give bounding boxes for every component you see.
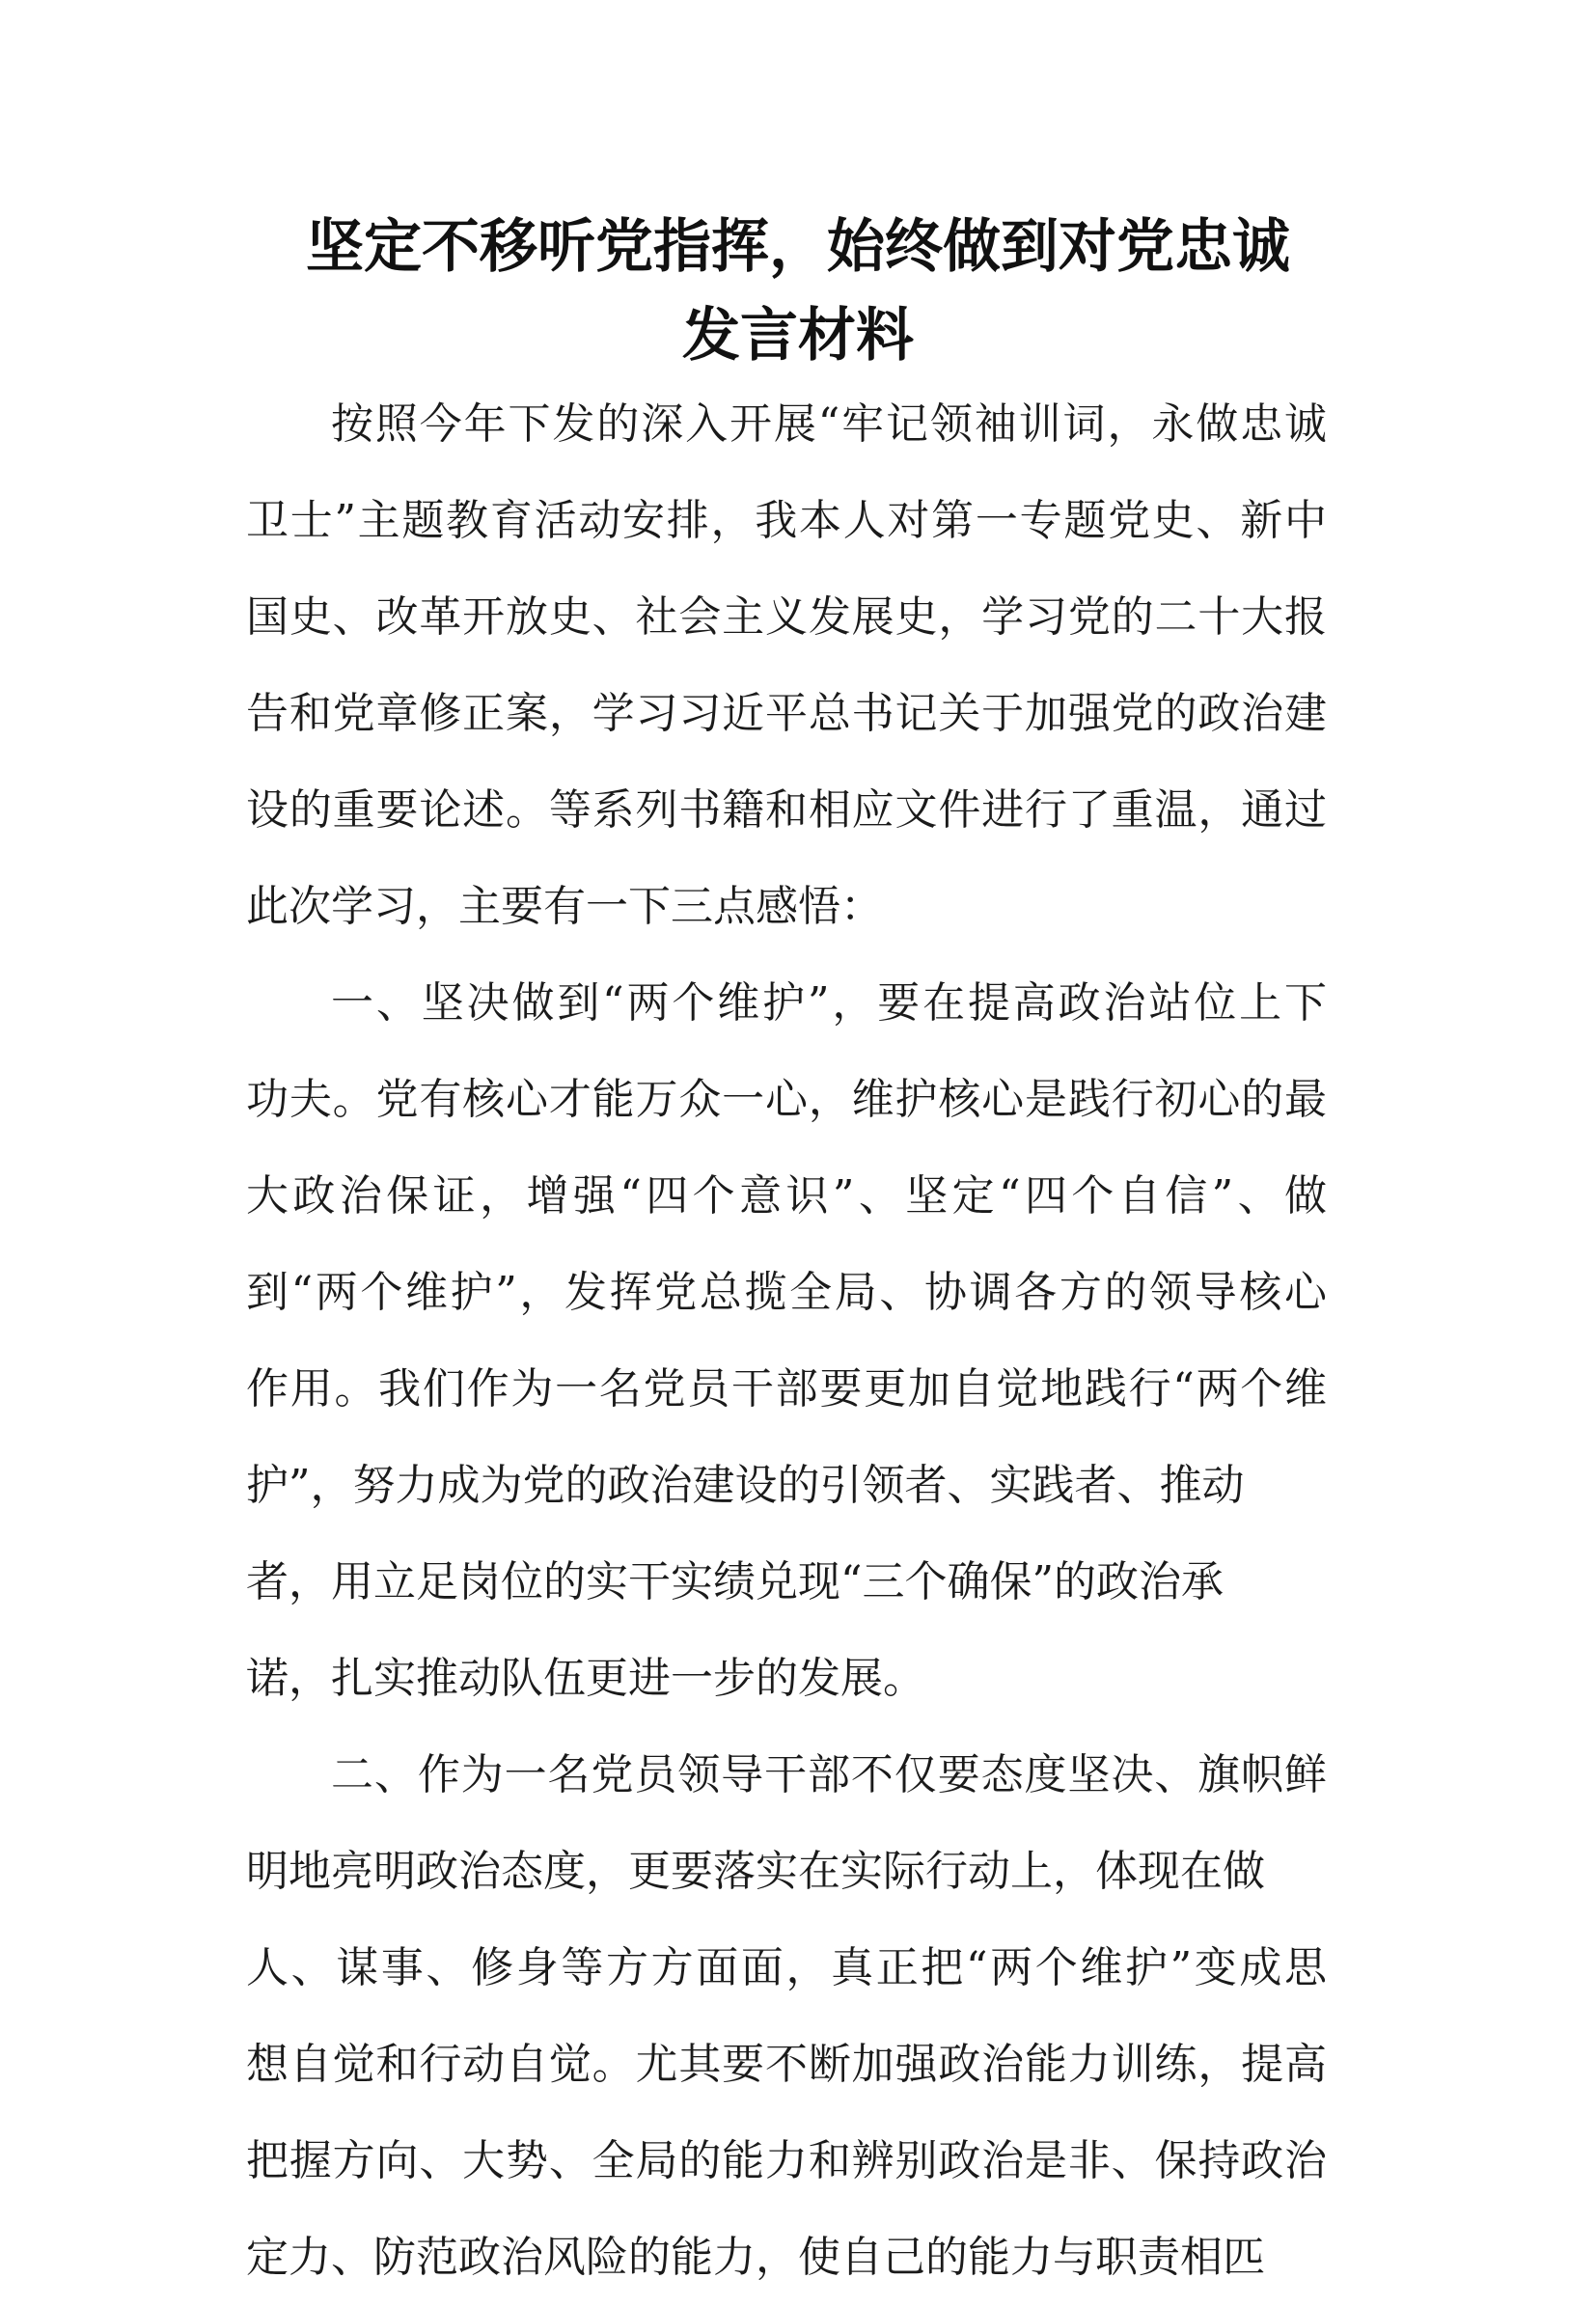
text-line: 护”，努力成为党的政治建设的引领者、实践者、推动 <box>246 1461 1245 1510</box>
text-line: 作用。我们作为一名党员干部要更加自觉地践行“两个维 <box>246 1364 1327 1414</box>
text-line: 者，用立足岗位的实干实绩兑现“三个确保”的政治承 <box>246 1557 1224 1606</box>
document-title: 坚定不移听党指挥，始终做到对党忠诚 <box>306 213 1290 281</box>
text-line: 想自觉和行动自觉。尤其要不断加强政治能力训练，提高 <box>246 2040 1327 2089</box>
paragraph-point-one <box>246 955 1327 1727</box>
paragraph-intro <box>246 376 1327 955</box>
text-line: 设的重要论述。等系列书籍和相应文件进行了重温，通过 <box>246 785 1327 835</box>
text-line: 诺，扎实推动队伍更进一步的发展。 <box>246 1654 925 1703</box>
text-line: 定力、防范政治风险的能力，使自己的能力与职责相匹 <box>246 2233 1265 2282</box>
text-line: 按照今年下发的深入开展“牢记领袖训词，永做忠诚 <box>331 399 1327 449</box>
text-line: 二、作为一名党员领导干部不仅要态度坚决、旗帜鲜 <box>331 1750 1327 1799</box>
text-line: 一、坚决做到“两个维护”，要在提高政治站位上下 <box>331 978 1327 1028</box>
text-line: 卫士”主题教育活动安排，我本人对第一专题党史、新中 <box>246 496 1327 545</box>
text-line: 此次学习，主要有一下三点感悟： <box>246 882 883 931</box>
document-subtitle: 发言材料 <box>682 302 914 370</box>
text-line: 到“两个维护”，发挥党总揽全局、协调各方的领导核心 <box>246 1268 1327 1317</box>
text-line: 人、谋事、修身等方方面面，真正把“两个维护”变成思 <box>246 1943 1327 1992</box>
text-line: 功夫。党有核心才能万众一心，维护核心是践行初心的最 <box>246 1075 1327 1124</box>
text-line: 告和党章修正案，学习习近平总书记关于加强党的政治建 <box>246 689 1327 738</box>
text-line: 把握方向、大势、全局的能力和辨别政治是非、保持政治 <box>246 2136 1327 2185</box>
document-body <box>246 376 1327 2306</box>
paragraph-point-two <box>246 1727 1327 2306</box>
text-line: 大政治保证，增强“四个意识”、坚定“四个自信”、做 <box>246 1171 1327 1221</box>
text-line: 明地亮明政治态度，更要落实在实际行动上，体现在做 <box>246 1847 1265 1896</box>
text-line: 国史、改革开放史、社会主义发展史，学习党的二十大报 <box>246 592 1327 642</box>
